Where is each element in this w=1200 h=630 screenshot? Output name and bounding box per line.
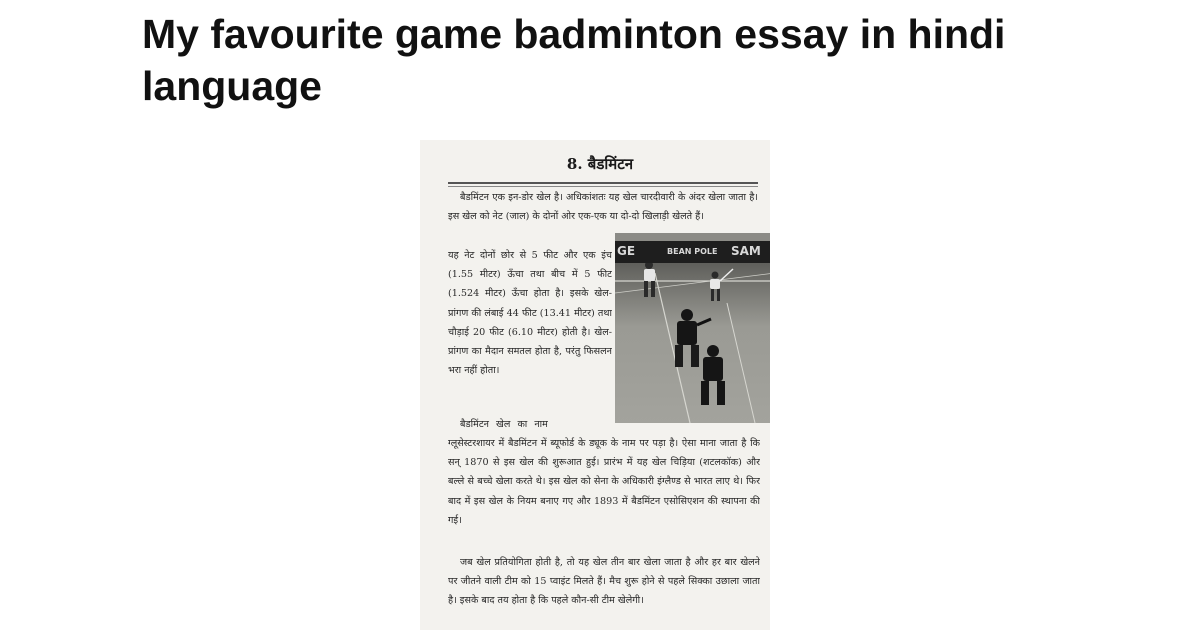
badminton-match-photo [615,233,770,423]
essay-page-content [440,140,760,630]
paragraph-rules: जब खेल प्रतियोगिता होती है, तो यह खेल तीन बार खेला जाता है और हर बार खेलने पर जीतने वाली टीम को 15 प्वाइंट मिलते हैं। मैच शुरू होने से पहले सिक्का उछाला जाता है। इसके बाद तय होता है कि पहले कौन-सी टीम खेलेगी। [448,557,760,607]
photo-banner [615,241,770,263]
court-scene [615,263,770,423]
heading-divider [448,182,758,184]
chapter-heading: 8. बैडमिंटन [566,155,634,173]
banner-text-left: GE [617,244,636,258]
page-title: My favourite game badminton essay in hindi language [142,11,1006,109]
essay-page-image [420,140,770,630]
court-floor [615,263,770,423]
paragraph-origin: ग्लूसेस्टरशायर में बैडमिंटन में ब्यूफोर्ड के ड्यूक के नाम पर पड़ा है। ऐसा माना जाता है कि सन् 1870 से इस खेल की शुरूआत हुई। प्रारंभ में यह खेल चिड़िया (शटलकॉक) और बल्ले से बच्चे खेला करते थे। इस खेल को सेना के अधिकारी इंग्लैण्ड से भारत लाए थे। फिर बाद में इस खेल के नियम बनाए गए और 1893 में बैडमिंटन एसोसिएशन की स्थापना की गई। [448,438,760,526]
paragraph-origin-start: बैडमिंटन खेल का नाम [460,419,548,430]
banner-text-middle: BEAN POLE [667,247,718,256]
paragraph-court-dimensions: यह नेट दोनों छोर से 5 फीट और एक इंच (1.55 मीटर) ऊँचा तथा बीच में 5 फीट (1.524 मीटर) ऊँचा होता है। इसके खेल-प्रांगण की लंबाई 44 फीट (13.41 मीटर) तथा चौड़ाई 20 फीट (6.10 मीटर) होती है। खेल-प्रांगण का मैदान समतल होता है, परंतु फिसलन भरा नहीं होता। [448,250,612,377]
player-figure [710,269,733,301]
player-figure [701,345,725,405]
player-figure [644,263,655,297]
heading-divider-thin [448,186,758,187]
paragraph-intro: बैडमिंटन एक इन-डोर खेल है। अधिकांशतः यह खेल चारदीवारी के अंदर खेला जाता है। इस खेल को नेट (जाल) के दोनों ओर एक-एक या दो-दो खिलाड़ी खेलते हैं। [448,192,758,223]
banner-text-right: SAM [731,244,761,258]
